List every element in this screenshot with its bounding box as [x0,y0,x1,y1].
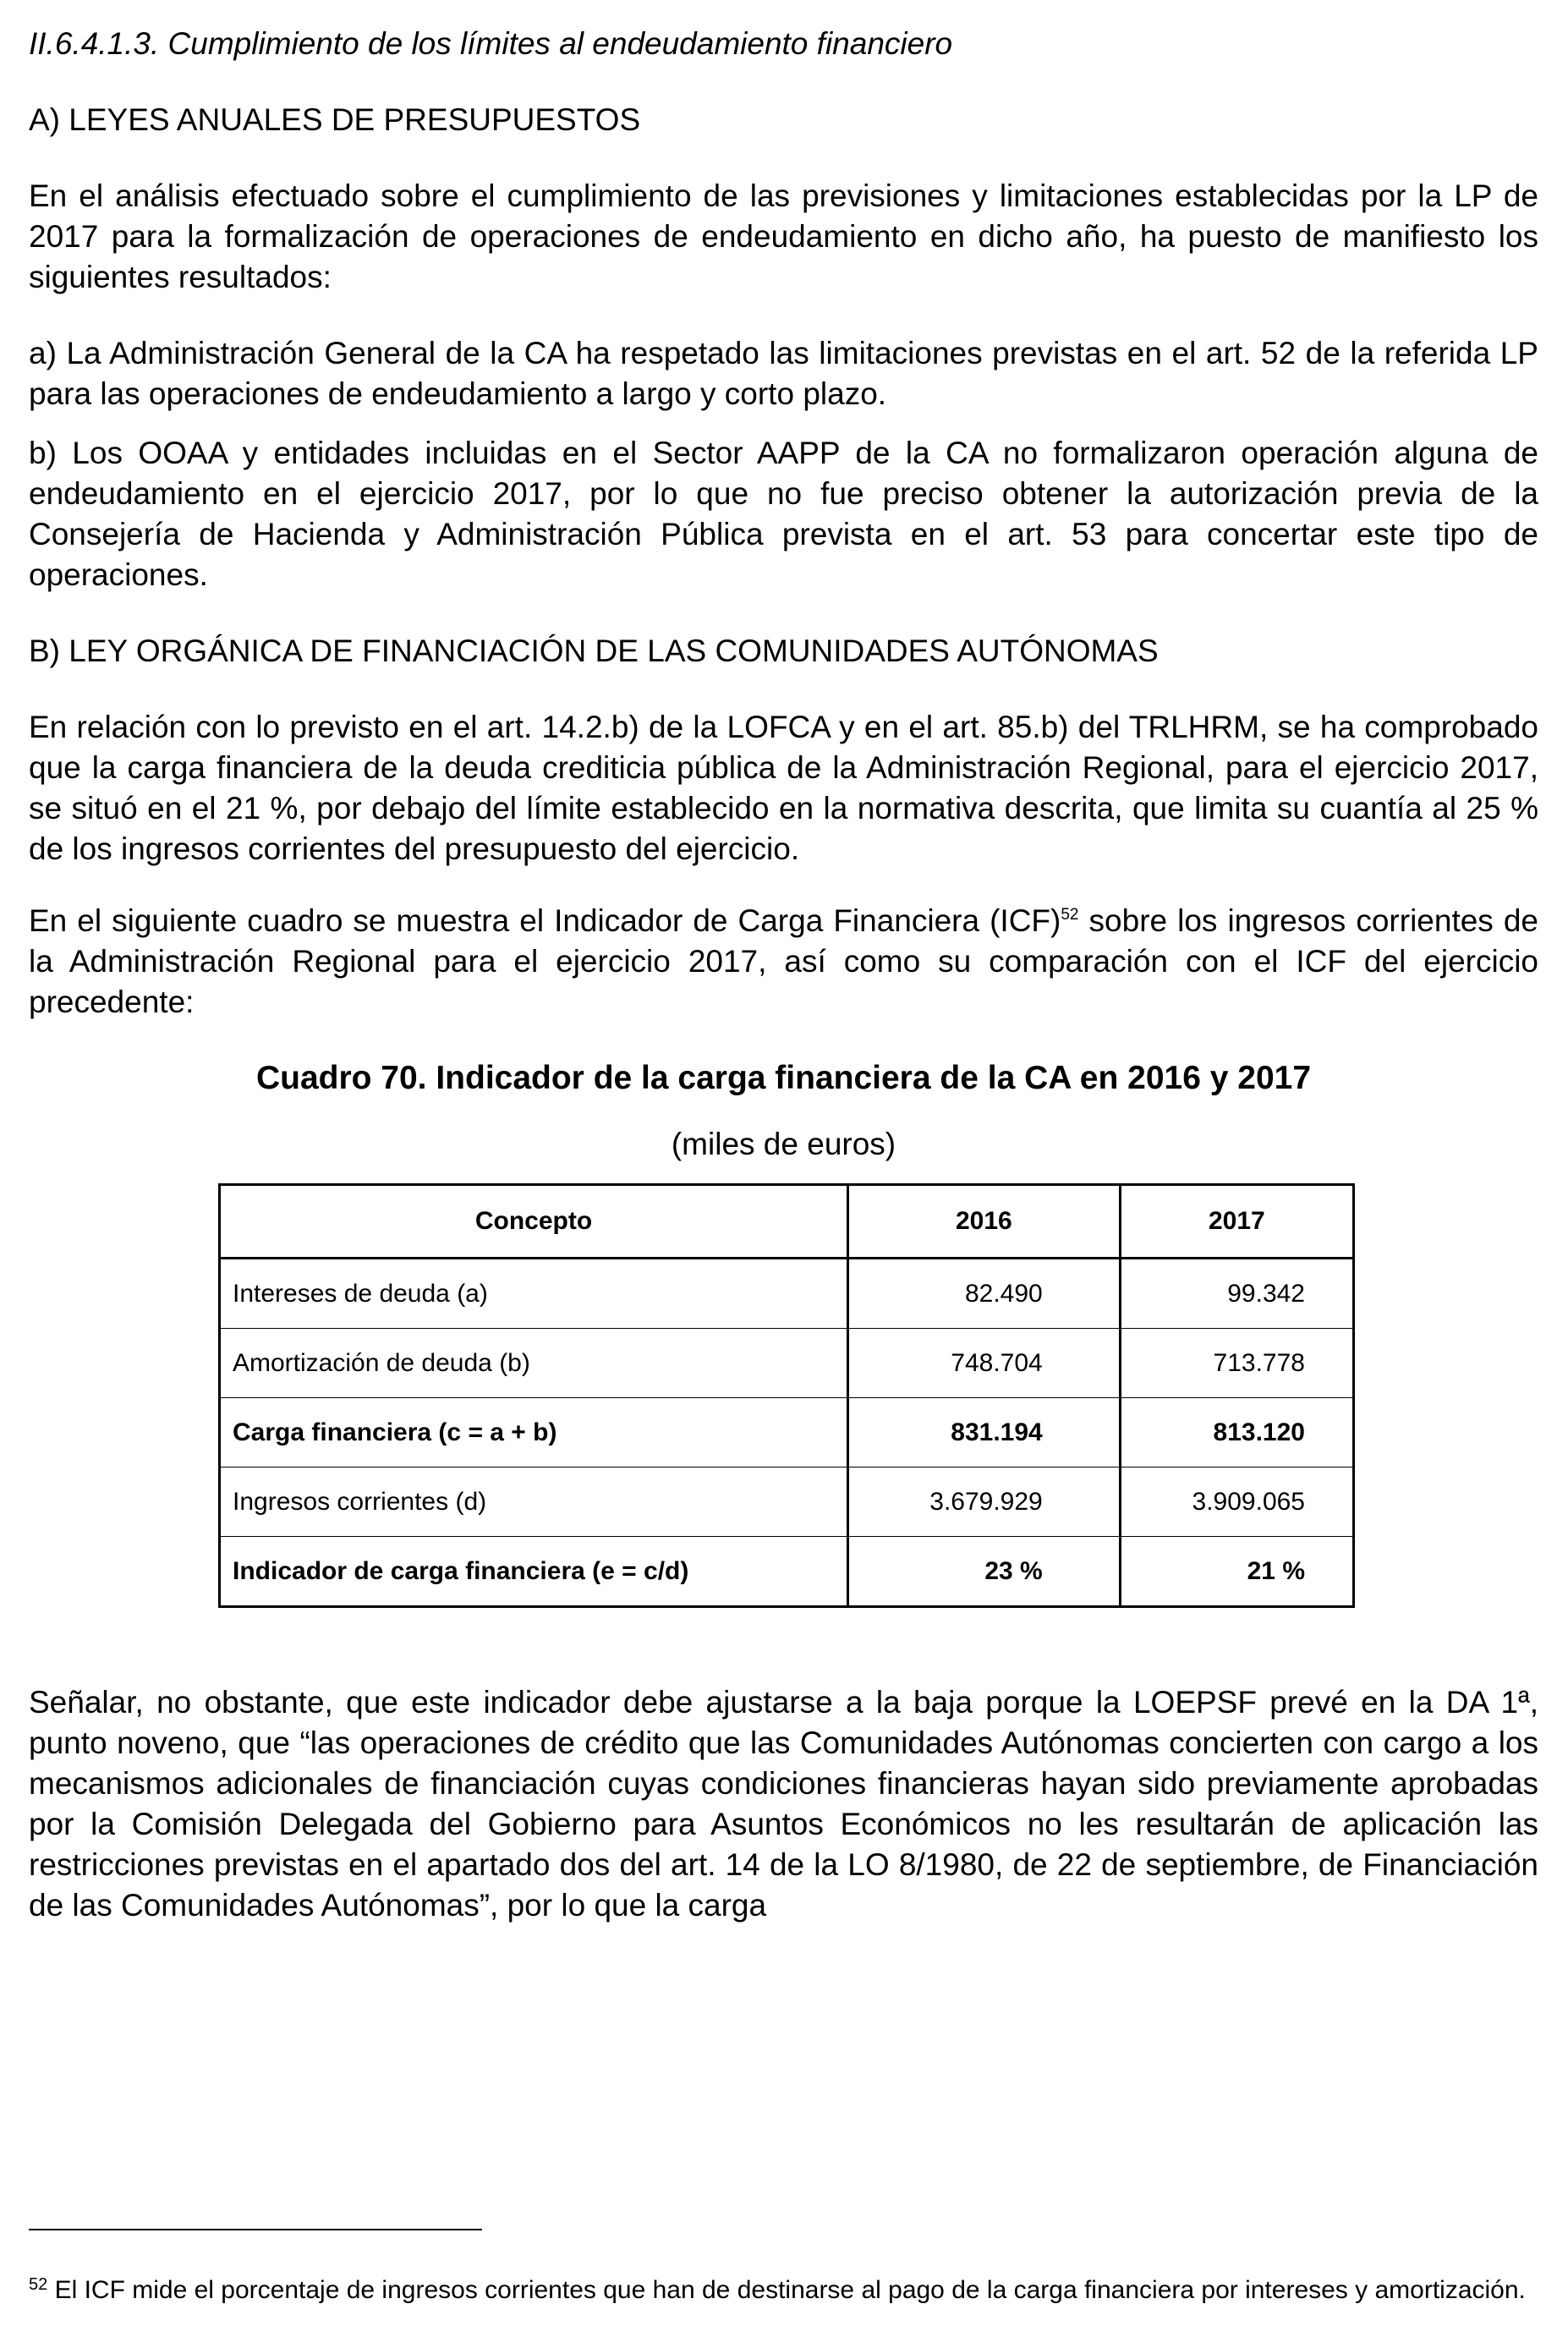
value-2017: 713.778 [1120,1329,1353,1398]
value-2016: 23 % [848,1537,1121,1607]
paragraph-4: En relación con lo previsto en el art. 14.2.b) de la LOFCA y en el art. 85.b) del TRLHRM, se ha comprobado que la carga financiera de la deuda crediticia pública de la Administración Regional, para el ejercicio 2017, se situó en el 21 %, por debajo del límite establecido en la normativa descrita, que limita su cuantía al 25 % de los ingresos corrientes del presupuesto del ejercicio. [29,710,1538,866]
row-label: Intereses de deuda (a) [220,1259,848,1329]
financial-burden-table [218,1183,1355,1608]
value-2017: 813.120 [1120,1398,1353,1468]
paragraph-5 [29,901,1538,1023]
footnote-divider [29,2229,482,2230]
table-row [220,1537,1354,1607]
value-2016: 3.679.929 [848,1468,1121,1537]
table-row [220,1468,1354,1537]
section-title: II.6.4.1.3. Cumplimiento de los límites al endeudamiento financiero [29,26,953,61]
row-label: Ingresos corrientes (d) [220,1468,848,1537]
value-2017: 3.909.065 [1120,1468,1353,1537]
header-concepto: Concepto [220,1185,848,1259]
row-label: Carga financiera (c = a + b) [220,1398,848,1468]
header-2016: 2016 [848,1185,1121,1259]
value-2016: 82.490 [848,1259,1121,1329]
paragraph-3: b) Los OOAA y entidades incluidas en el Sector AAPP de la CA no formalizaron operación alguna de endeudamiento en el ejercicio 2017, por lo que no fue preciso obtener la autorización previa de la Consejería de Hacienda y Administración Pública prevista en el art. 53 para concertar este tipo de operaciones. [29,436,1538,592]
row-label: Indicador de carga financiera (e = c/d) [220,1537,848,1607]
footnote-number: 52 [29,2275,48,2294]
value-2016: 831.194 [848,1398,1121,1468]
subsection-a-heading: A) LEYES ANUALES DE PRESUPUESTOS [29,102,641,137]
header-2017: 2017 [1120,1185,1353,1259]
row-label: Amortización de deuda (b) [220,1329,848,1398]
value-2016: 748.704 [848,1329,1121,1398]
value-2017: 21 % [1120,1537,1353,1607]
paragraph-2: a) La Administración General de la CA ha respetado las limitaciones previstas en el art. 52 de la referida LP para las operaciones de endeudamiento a largo y corto plazo. [29,336,1538,411]
paragraph-6: Señalar, no obstante, que este indicador debe ajustarse a la baja porque la LOEPSF prevé en la DA 1ª, punto noveno, que “las operaciones de crédito que las Comunidades Autónomas concierten con cargo a los mecanismos adicionales de financiación cuyas condiciones financieras hayan sido previamente aprobadas por la Comisión Delegada del Gobierno para Asuntos Económicos no les resultarán de aplicación las restricciones previstas en el apartado dos del art. 14 de la LO 8/1980, de 22 de septiembre, de Financiación de las Comunidades Autónomas”, por lo que la carga [29,1685,1538,1923]
footnote [29,2275,1538,2306]
table-title: Cuadro 70. Indicador de la carga financiera de la CA en 2016 y 2017 [255,1060,1312,1096]
table-header-row [220,1185,1354,1259]
table-row [220,1259,1354,1329]
footnote-text: El ICF mide el porcentaje de ingresos corrientes que han de destinarse al pago de la carga financiera por intereses y amortización. [47,2276,1526,2304]
table-row [220,1398,1354,1468]
paragraph-5-text-before: En el siguiente cuadro se muestra el Indicador de Carga Financiera (ICF) [29,903,1061,938]
subsection-b-heading: B) LEY ORGÁNICA DE FINANCIACIÓN DE LAS COMUNIDADES AUTÓNOMAS [29,634,1159,668]
document-page [29,24,1538,1926]
footnote-reference[interactable]: 52 [1061,906,1079,924]
paragraph-1: En el análisis efectuado sobre el cumplimiento de las previsiones y limitaciones establecidas por la LP de 2017 para la formalización de operaciones de endeudamiento en dicho año, ha puesto de manifiesto los siguientes resultados: [29,178,1538,294]
table-row [220,1329,1354,1398]
paragraph-5-text-after: sobre los ingresos corrientes de la Administración Regional para el ejercicio 2017, así como su comparación con el ICF del ejercicio precedente: [29,903,1538,1019]
table-unit: (miles de euros) [671,1127,896,1161]
value-2017: 99.342 [1120,1259,1353,1329]
